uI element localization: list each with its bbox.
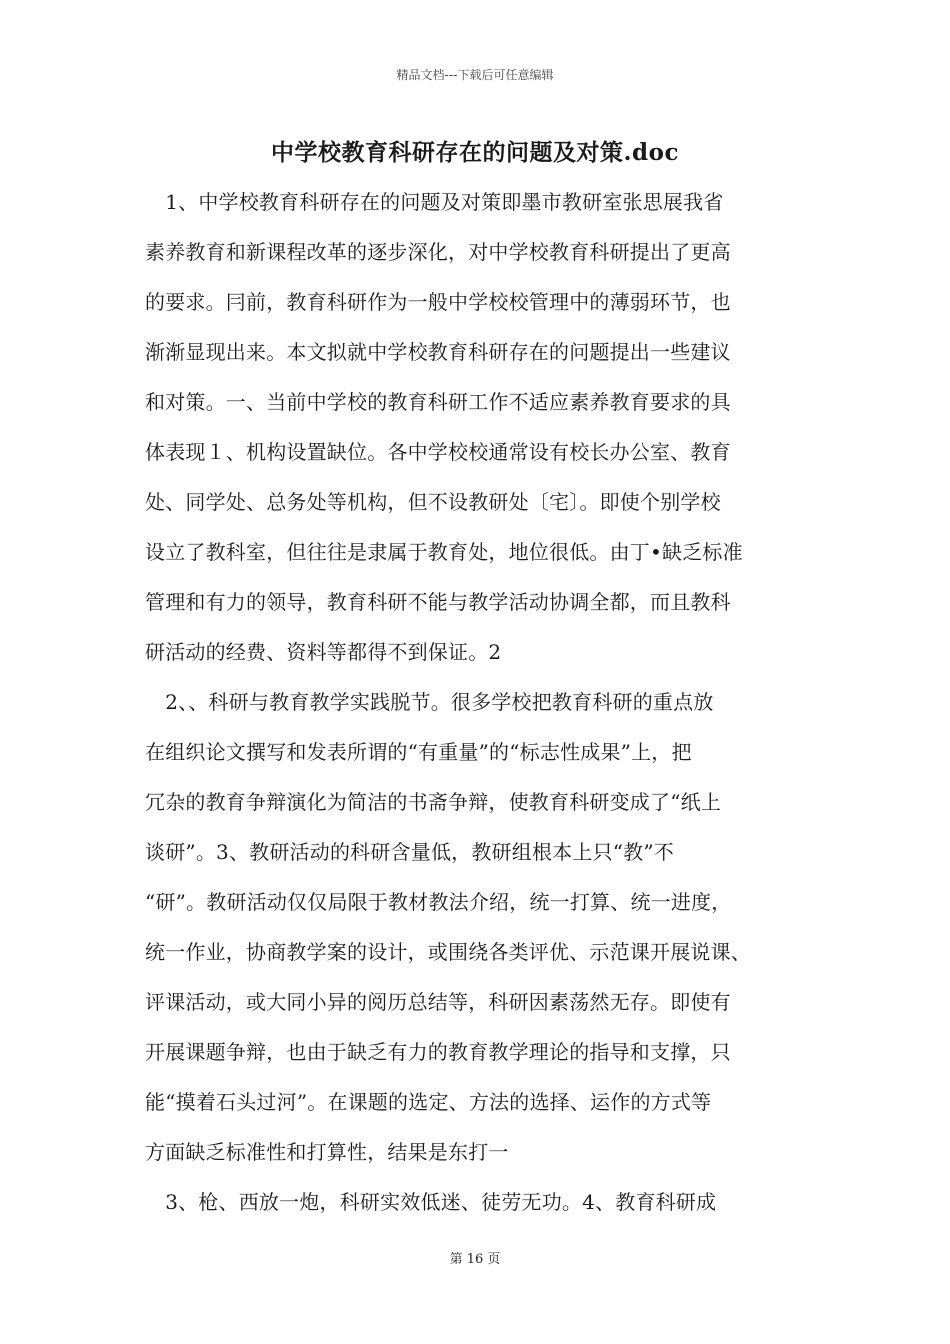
text-line: 管理和有力的领导，教育科研不能与教学活动协调全都，而且教科 <box>145 590 731 614</box>
text-line: 设立了教科室，但往往是隶属于教育处，地位很低。由丁•缺乏标准 <box>145 540 743 564</box>
text-line: 1、中学校教育科研存在的问题及对策即墨市教研室张思展我省 <box>145 190 724 214</box>
text-line: 冗杂的教育争辩演化为简洁的书斋争辩，使教育科研变成了“纸上 <box>145 790 722 814</box>
text-line: 开展课题争辩，也由于缺乏有力的教育教学理论的指导和支撑，只 <box>145 1040 731 1064</box>
document-title: 中学校教育科研存在的问题及对策.doc <box>271 139 679 166</box>
text-line: 统一作业，协商教学案的设计，或围绕各类评优、示范课开展说课、 <box>145 940 751 964</box>
text-line: “研”。教研活动仅仅局限于教材教法介绍，统一打算、统一进度， <box>145 890 732 914</box>
text-line: 方面缺乏标准性和打算性，结果是东打一 <box>145 1140 509 1164</box>
text-line: 评课活动，或大同小异的阅历总结等，科研因素荡然无存。即使有 <box>145 990 731 1014</box>
text-line: 处、同学处、总务处等机构，但不设教研处〔宅〕。即使个别学校 <box>145 490 721 514</box>
text-line: 能“摸着石头过河”。在课题的选定、方法的选择、运作的方式等 <box>145 1090 712 1114</box>
text-line: 体表现１、机构设置缺位。各中学校校通常设有校长办公室、教育 <box>145 440 731 464</box>
text-line: 和对策。一、当前中学校的教育科研工作不适应素养教育要求的具 <box>145 390 731 414</box>
page-number: 第 16 页 <box>449 1252 501 1267</box>
text-line: 素养教育和新课程改革的逐步深化，对中学校教育科研提出了更高 <box>145 240 731 264</box>
text-line: 渐渐显现出来。本文拟就中学校教育科研存在的问题提出一些建议 <box>145 340 731 364</box>
text-line: 研活动的经费、资料等都得不到保证。2 <box>145 640 502 664</box>
text-line: 谈研”。3、教研活动的科研含量低，教研组根本上只“教”不 <box>145 840 674 864</box>
text-line: 3、枪、西放一炮，科研实效低迷、徒劳无功。4、教育科研成 <box>145 1190 717 1214</box>
text-line: 的要求。冃前，教育科研作为一般中学校校管理中的薄弱环节，也 <box>145 290 731 314</box>
text-line: 在组织论文撰写和发表所谓的“有重量”的“标志性成果”上，把 <box>145 740 692 764</box>
text-line: 2、、科研与教育教学实践脱节。很多学校把教育科研的重点放 <box>145 690 714 714</box>
page-header: 精品文档---下载后可任意编辑 <box>396 68 554 82</box>
